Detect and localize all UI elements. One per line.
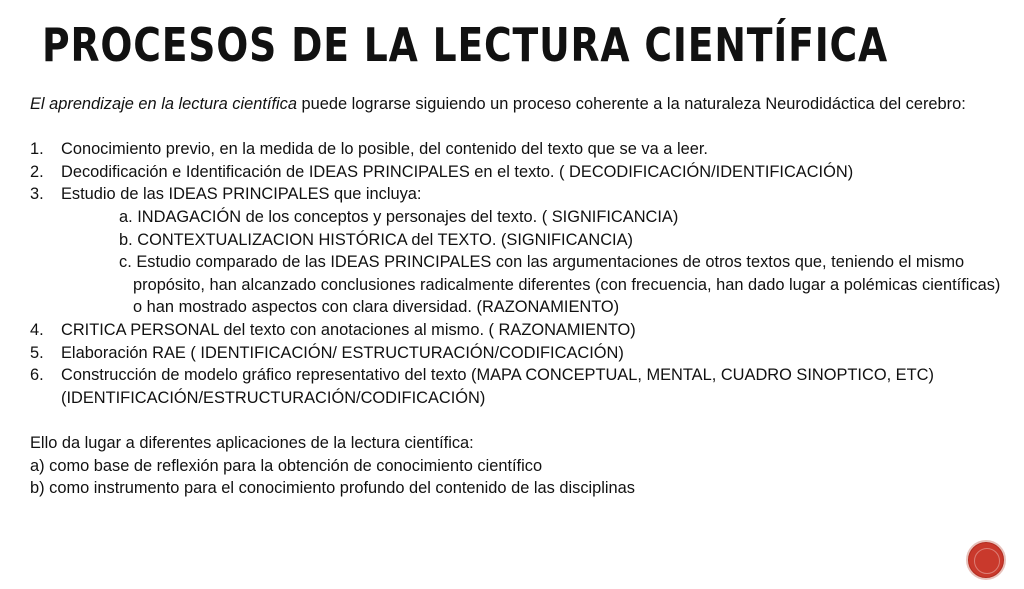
- spacer: [30, 409, 1005, 432]
- step-text: Decodificación e Identificación de IDEAS PRINCIPALES en el texto. ( DECODIFICACIÓN/IDENTIFICACIÓN): [61, 162, 854, 181]
- slide-title: PROCESOS DE LA LECTURA CIENTÍFICA: [42, 18, 889, 72]
- list-item: [30, 183, 1005, 319]
- spacer: [30, 116, 1005, 139]
- intro-rest: puede lograrse siguiendo un proceso coherente a la naturaleza Neurodidáctica del cerebro:: [296, 95, 966, 113]
- substep-text: Estudio comparado de las IDEAS PRINCIPALES con las argumentaciones de otros textos que, teniendo el mismo propósito, han alcanzado conclusiones radicalmente diferentes (con frecuencia, han dado lugar a polémicas científicas) o han mostrado aspectos con clara diversidad. (RAZONAMIENTO): [133, 253, 1001, 317]
- intro-italic: El aprendizaje en la lectura científica: [30, 95, 297, 113]
- slide-nav-button-icon[interactable]: [966, 540, 1006, 580]
- nav-button-ring: [974, 548, 1000, 574]
- process-steps-list: [30, 138, 1005, 409]
- substep-letter: b.: [119, 230, 133, 249]
- substeps-list: [61, 206, 1005, 319]
- substep-text: CONTEXTUALIZACION HISTÓRICA del TEXTO. (SIGNIFICANCIA): [137, 230, 633, 249]
- closing-lead: Ello da lugar a diferentes aplicaciones de la lectura científica:: [30, 433, 474, 452]
- substep-letter: c.: [119, 253, 132, 272]
- list-item: [30, 138, 1005, 161]
- slide-body: [30, 93, 1005, 500]
- list-item: [30, 319, 1005, 342]
- list-item: [30, 161, 1005, 184]
- step-number: 5.: [30, 343, 44, 362]
- list-item: [30, 364, 1005, 409]
- substep-text: INDAGACIÓN de los conceptos y personajes del texto. ( SIGNIFICANCIA): [137, 207, 679, 226]
- step-number: 2.: [30, 162, 44, 181]
- closing-item-b: b) como instrumento para el conocimiento profundo del contenido de las disciplinas: [30, 479, 635, 498]
- step-number: 4.: [30, 320, 44, 339]
- step-text: Conocimiento previo, en la medida de lo posible, del contenido del texto que se va a leer.: [61, 140, 708, 159]
- step-text: Elaboración RAE ( IDENTIFICACIÓN/ ESTRUCTURACIÓN/CODIFICACIÓN): [61, 343, 624, 362]
- sub-list-item: [61, 229, 1005, 252]
- step-text: Construcción de modelo gráfico representativo del texto (MAPA CONCEPTUAL, MENTAL, CUADRO SINOPTICO, ETC) (IDENTIFICACIÓN/ESTRUCTURACIÓN/CODIFICACIÓN): [61, 366, 934, 407]
- list-item: [30, 342, 1005, 365]
- step-number: 3.: [30, 185, 44, 204]
- step-text: Estudio de las IDEAS PRINCIPALES que incluya:: [61, 185, 422, 204]
- sub-list-item: [61, 206, 1005, 229]
- step-text: CRITICA PERSONAL del texto con anotaciones al mismo. ( RAZONAMIENTO): [61, 320, 636, 339]
- step-number: 1.: [30, 140, 44, 159]
- closing-item-a: a) como base de reflexión para la obtención de conocimiento científico: [30, 456, 543, 475]
- substep-letter: a.: [119, 207, 133, 226]
- sub-list-item: [61, 251, 1005, 319]
- step-number: 6.: [30, 366, 44, 385]
- intro-paragraph: [30, 93, 1005, 116]
